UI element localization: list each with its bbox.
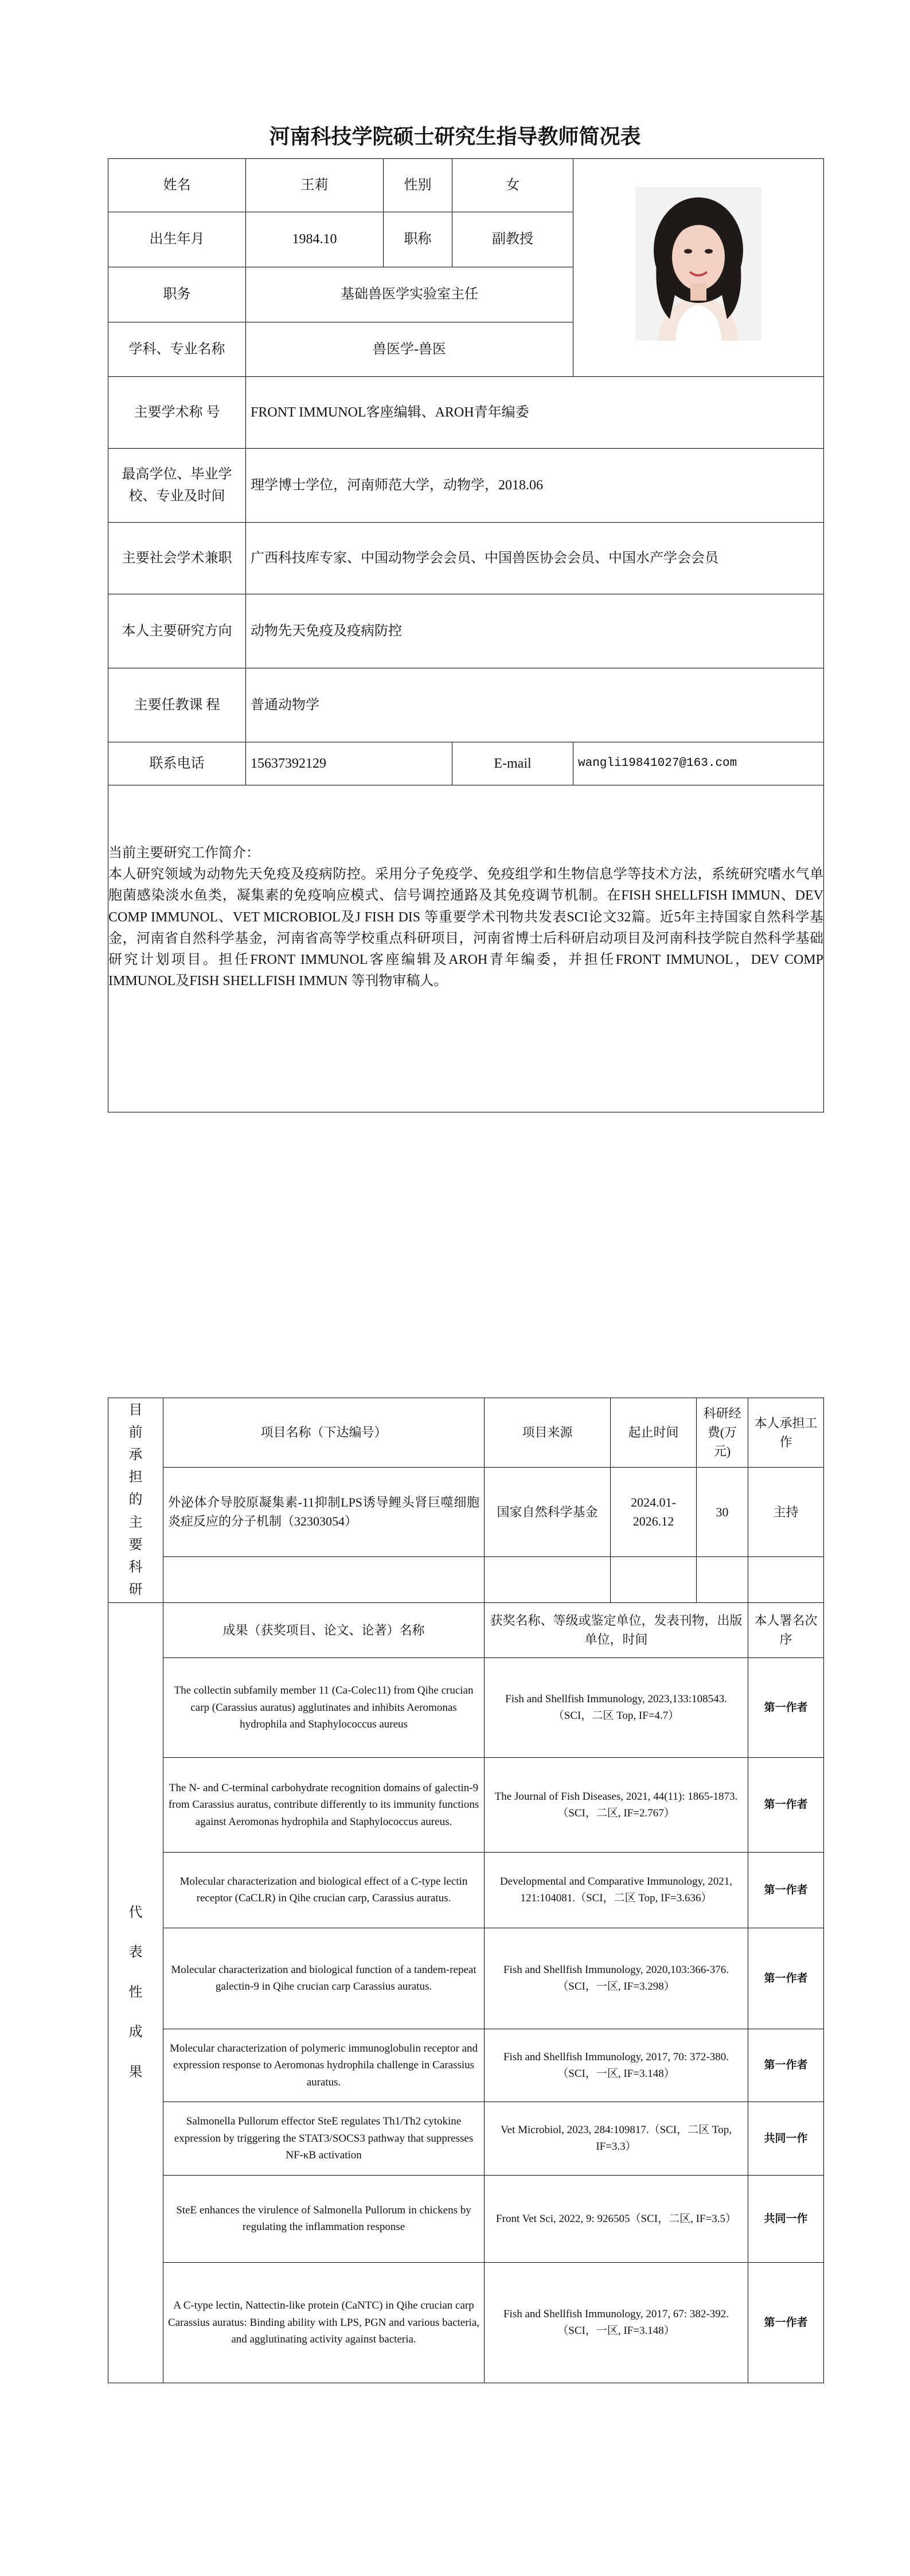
achievement-row [108,1928,824,2029]
project-empty-cell [748,1557,824,1603]
projects-side-char: 承 [128,1447,143,1463]
achievement-title: SteE enhances the virulence of Salmonella Pullorum in chickens by regulating the inflammation response [163,2175,485,2262]
email-value: wangli19841027@163.com [573,742,824,785]
projects-side-char: 要 [128,1537,143,1552]
project-empty-cell [485,1557,611,1603]
projects-achievements-table [108,1398,824,2383]
project-funding: 30 [697,1467,748,1557]
project-name: 外泌体介导胶原凝集素-11抑制LPS诱导鲤头肾巨噬细胞炎症反应的分子机制（32303054） [163,1467,485,1557]
social-label: 主要社会学术兼职 [108,523,246,594]
phone-label: 联系电话 [108,742,246,785]
project-empty-cell [163,1557,485,1603]
achievement-row [108,1657,824,1757]
discipline-value: 兽医学-兽医 [246,322,573,377]
discipline-label: 学科、专业名称 [108,322,246,377]
achievement-title: Molecular characterization and biological function of a tandem-repeat galectin-9 in Qihe crucian carp Carassius auratus. [163,1928,485,2029]
achievement-venue: Fish and Shellfish Immunology, 2023,133:108543.（SCI，二区 Top, IF=4.7） [485,1657,748,1757]
project-empty-cell [611,1557,697,1603]
project-role: 主持 [748,1467,824,1557]
achievement-row [108,1852,824,1928]
achievements-header-venue: 获奖名称、等级或鉴定单位，发表刊物，出版单位，时间 [485,1602,748,1657]
portrait-photo [635,187,761,341]
achievement-venue: Vet Microbiol, 2023, 284:109817.（SCI，二区 Top, IF=3.3） [485,2102,748,2175]
projects-header-period: 起止时间 [611,1398,697,1468]
courses-label: 主要任教课 程 [108,668,246,742]
research-value: 动物先天免疫及疫病防控 [246,594,824,668]
projects-side-char: 目 [128,1403,143,1418]
projects-header-source: 项目来源 [485,1398,611,1468]
achievement-venue: The Journal of Fish Diseases, 2021, 44(11): 1865-1873.（SCI，二区, IF=2.767） [485,1757,748,1852]
title-value: 副教授 [452,212,573,267]
projects-side-char: 担 [128,1470,143,1485]
projects-side-char: 的 [128,1492,143,1508]
profile-table [108,158,824,1112]
research-summary-text: 本人研究领域为动物先天免疫及疫病防控。采用分子免疫学、免疫组学和生物信息学等技术方法，系统研究嗜水气单胞菌感染淡水鱼类，凝集素的免疫响应模式、信号调控通路及其免疫调节机制。在FISH SHELLFISH IMMUN、DEV COMP IMMUNOL、VET MICROBIOL及J FISH DIS 等重要学术刊物共发表SCI论文32篇。近5年主持国家自然科学基金，河南省自然科学基金，河南省高等学校重点科研项目，河南省博士后科研启动项目及河南科技学院自然科学基础研究计划项目。担任FRONT IMMUNOL客座编辑及AROH青年编委，并担任FRONT IMMUNOL，DEV COMP IMMUNOL及FISH SHELLFISH IMMUN 等刊物审稿人。 [108,867,823,989]
projects-side-char: 主 [128,1515,143,1530]
achievement-title: The collectin subfamily member 11 (Ca-Colec11) from Qihe crucian carp (Carassius auratus) agglutinates and inhibits Aeromonas hydrophila and Staphylococcus aureus [163,1657,485,1757]
research-label: 本人主要研究方向 [108,594,246,668]
achievement-row [108,2029,824,2102]
gender-label: 性别 [384,159,452,212]
projects-side-char: 前 [128,1425,143,1441]
projects-header-name: 项目名称（下达编号） [163,1398,485,1468]
title-label: 职称 [384,212,452,267]
achievement-title: The N- and C-terminal carbohydrate recognition domains of galectin-9 from Carassius auratus, contribute differently to its immunity functions against Aeromonas hydrophila and Staphylococcus aureus. [163,1757,485,1852]
projects-side-char: 研 [128,1582,143,1597]
project-empty-cell [697,1557,748,1603]
achievements-side-label [108,1602,163,2383]
achievement-title: A C-type lectin, Nattectin-like protein (CaNTC) in Qihe crucian carp Carassius auratus: Binding ability with LPS, PGN and various bacteria, and agglutinating activity against bacteria. [163,2262,485,2383]
photo-cell [573,159,824,377]
projects-header-role: 本人承担工作 [748,1398,824,1468]
achievement-row [108,2102,824,2175]
achievement-row [108,1757,824,1852]
achievements-side-char: 代 [128,1905,143,1920]
achievement-venue: Developmental and Comparative Immunology, 2021, 121:104081.（SCI，二区 Top, IF=3.636） [485,1852,748,1928]
achievement-venue: Front Vet Sci, 2022, 9: 926505（SCI，二区, IF=3.5） [485,2175,748,2262]
position-label: 职务 [108,267,246,322]
achievement-title: Molecular characterization of polymeric immunoglobulin receptor and expression response to Aeromonas hydrophila challenge in Carassius auratus. [163,2029,485,2102]
achievement-role: 第一作者 [748,2029,824,2102]
achievement-row [108,2262,824,2383]
degree-value: 理学博士学位，河南师范大学，动物学，2018.06 [246,449,824,523]
achievement-role: 第一作者 [748,1657,824,1757]
achievement-title: Salmonella Pullorum effector SteE regulates Th1/Th2 cytokine expression by triggering the STAT3/SOCS3 pathway that suppresses NF-κB activation [163,2102,485,2175]
name-value: 王莉 [246,159,384,212]
achievements-header-title: 成果（获奖项目、论文、论著）名称 [163,1602,485,1657]
project-row [108,1467,824,1557]
achievement-role: 第一作者 [748,2262,824,2383]
achievements-side-char: 性 [128,1984,143,2000]
achievement-title: Molecular characterization and biological effect of a C-type lectin receptor (CaCLR) in Qihe crucian carp, Carassius auratus. [163,1852,485,1928]
achievement-role: 共同一作 [748,2175,824,2262]
achievement-venue: Fish and Shellfish Immunology, 2020,103:366-376.（SCI，一区, IF=3.298） [485,1928,748,2029]
academic-title-label: 主要学术称 号 [108,377,246,449]
achievements-side-char: 成 [128,2025,143,2040]
courses-value: 普通动物学 [246,668,824,742]
birth-label: 出生年月 [108,212,246,267]
social-value: 广西科技库专家、中国动物学会会员、中国兽医协会会员、中国水产学会会员 [246,523,824,594]
project-source: 国家自然科学基金 [485,1467,611,1557]
achievement-role: 第一作者 [748,1757,824,1852]
academic-title-value: FRONT IMMUNOL客座编辑、AROH青年编委 [246,377,824,449]
achievement-venue: Fish and Shellfish Immunology, 2017, 70: 372-380.（SCI，一区, IF=3.148） [485,2029,748,2102]
research-summary [108,785,824,1112]
achievements-side-char: 表 [128,1945,143,1960]
email-label: E-mail [452,742,573,785]
achievement-row [108,2175,824,2262]
phone-value: 15637392129 [246,742,452,785]
research-summary-heading: 当前主要研究工作简介： [108,846,260,861]
project-period: 2024.01-2026.12 [611,1467,697,1557]
achievement-role: 共同一作 [748,2102,824,2175]
projects-header-funding: 科研经费(万元) [697,1398,748,1468]
achievements-header-role: 本人署名次序 [748,1602,824,1657]
achievement-role: 第一作者 [748,1928,824,2029]
degree-label: 最高学位、毕业学校、专业及时间 [108,449,246,523]
position-value: 基础兽医学实验室主任 [246,267,573,322]
birth-value: 1984.10 [246,212,384,267]
document-title: 河南科技学院硕士研究生指导教师简况表 [269,125,641,149]
achievements-side-char: 果 [128,2064,143,2080]
gender-value: 女 [452,159,573,212]
projects-side-label [108,1398,163,1603]
name-label: 姓名 [108,159,246,212]
achievement-venue: Fish and Shellfish Immunology, 2017, 67: 382-392.（SCI，一区, IF=3.148） [485,2262,748,2383]
achievement-role: 第一作者 [748,1852,824,1928]
projects-side-char: 科 [128,1559,143,1575]
